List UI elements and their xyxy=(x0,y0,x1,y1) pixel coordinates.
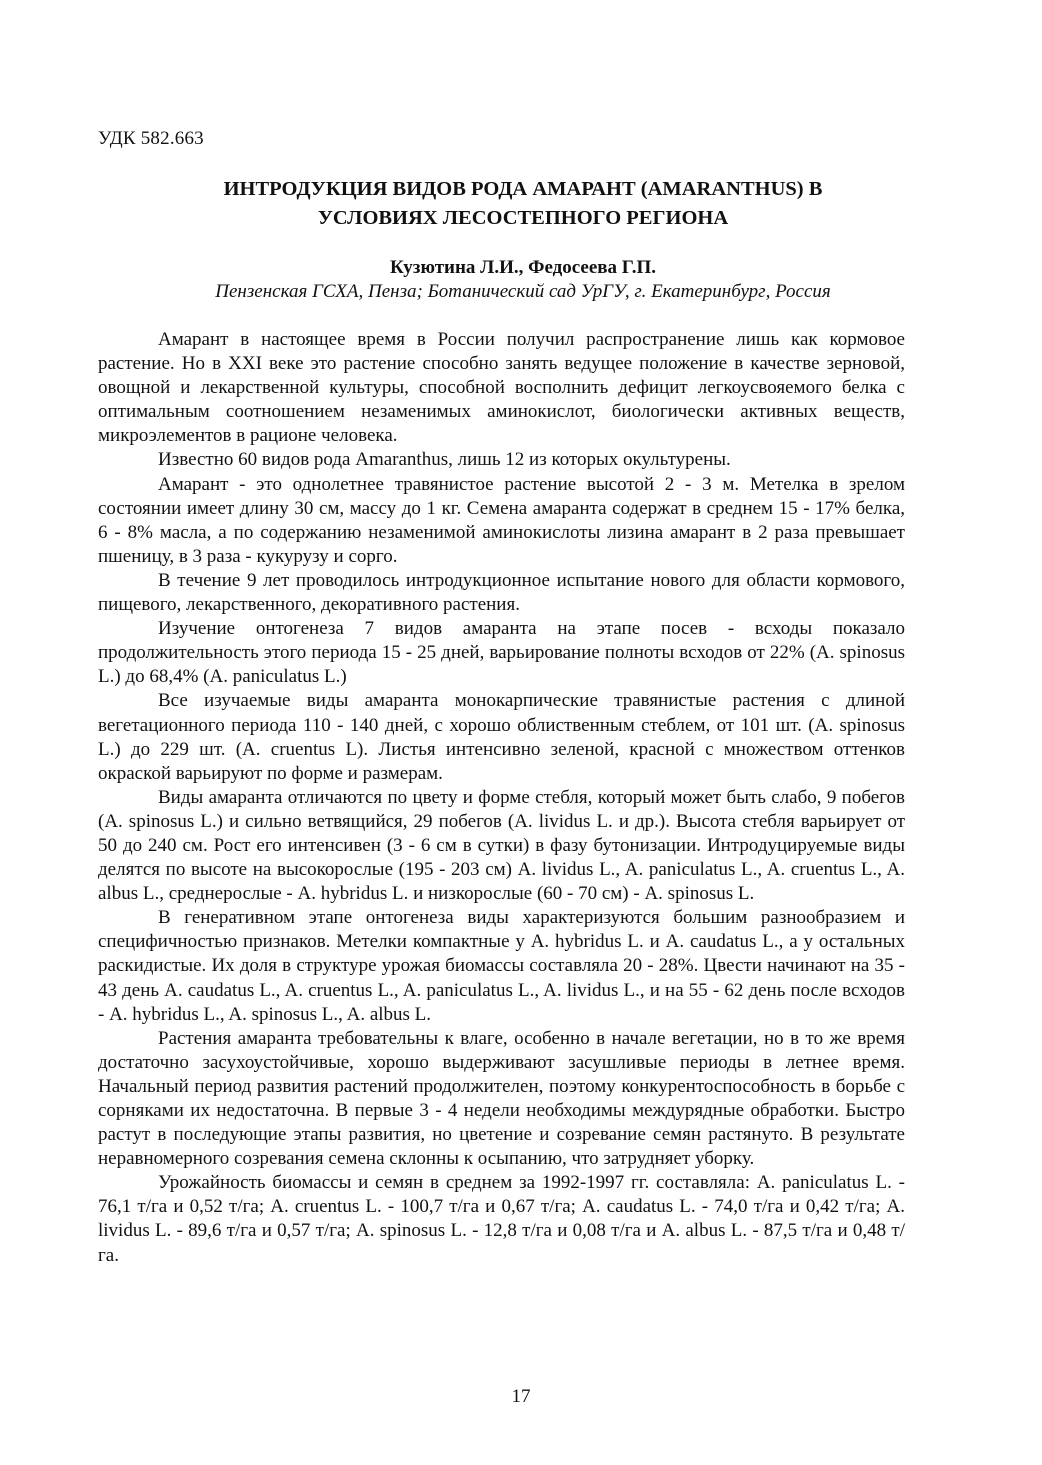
paper-title xyxy=(98,175,948,233)
paragraph: Урожайность биомассы и семян в среднем за 1992-1997 гг. составляла: A. paniculatus L. - 76,1 т/га и 0,52 т/га; A. cruentus L. - 100,7 т/га и 0,67 т/га; A. caudatus L. - 74,0 т/га и 0,42 т/га; A. lividus L. - 89,6 т/га и 0,57 т/га; A. spinosus L. - 12,8 т/га и 0,08 т/га и A. albus L. - 87,5 т/га и 0,48 т/га. xyxy=(98,1172,905,1266)
paragraph: Растения амаранта требовательны к влаге, особенно в начале вегетации, но в то же время достаточно засухоустойчивые, хорошо выдерживают засушливые периоды в летнее время. Начальный период развития растений продолжителен, поэтому конкурентоспособность в борьбе с сорняками их недостаточна. В первые 3 - 4 недели необходимы междурядные обработки. Быстро растут в последующие этапы развития, но цветение и созревание семян растянуто. В результате неравномерного созревания семена склонны к осыпанию, что затрудняет уборку. xyxy=(98,1027,905,1170)
paragraph: Амарант в настоящее время в России получил распространение лишь как кормовое растение. Но в XXI веке это растение способно занять ведущее положение в качестве зерновой, овощной и лекарственной культуры, способной восполнить дефицит легкоусвояемого белка с оптимальным соотношением незаменимых аминокислот, биологически активных веществ, микроэлементов в рационе человека. xyxy=(98,329,905,447)
paragraph: Известно 60 видов рода Amaranthus, лишь 12 из которых окультурены. xyxy=(158,449,731,471)
paragraph: В течение 9 лет проводилось интродукционное испытание нового для области кормового, пищевого, лекарственного, декоративного растения. xyxy=(98,569,905,616)
title-line-2: УСЛОВИЯХ ЛЕСОСТЕПНОГО РЕГИОНА xyxy=(317,207,729,229)
paragraph: Амарант - это однолетнее травянистое растение высотой 2 - 3 м. Метелка в зрелом состоянии имеет длину 30 см, массу до 1 кг. Семена амаранта содержат в среднем 15 - 17% белка, 6 - 8% масла, а по содержанию незаменимой аминокислоты лизина амарант в 2 раза превышает пшеницу, в 3 раза - кукурузу и сорго. xyxy=(98,473,905,567)
udc-code: УДК 582.663 xyxy=(98,128,204,149)
affiliation: Пензенская ГСХА, Пенза; Ботанический сад УрГУ, г. Екатеринбург, Россия xyxy=(215,281,831,302)
paragraph: Виды амаранта отличаются по цвету и форме стебля, который может быть слабо, 9 побегов (A. spinosus L.) и сильно ветвящийся, 29 побегов (A. lividus L. и др.). Высота стебля варьирует от 50 до 240 см. Рост его интенсивен (3 - 6 см в сутки) в фазу бутонизации. Интродуцируемые виды делятся по высоте на высокорослые (195 - 203 см) A. lividus L., A. paniculatus L., A. cruentus L., A. albus L., среднерослые - A. hybridus L. и низкорослые (60 - 70 см) - A. spinosus L. xyxy=(98,786,905,905)
paragraph: В генеративном этапе онтогенеза виды характеризуются большим разнообразием и специфичностью признаков. Метелки компактные у A. hybridus L. и A. caudatus L., а у остальных раскидистые. Их доля в структуре урожая биомассы составляла 20 - 28%. Цвести начинают на 35 - 43 день A. caudatus L., A. cruentus L., A. paniculatus L., A. lividus L., и на 55 - 62 день после всходов - A. hybridus L., A. spinosus L., A. albus L. xyxy=(98,907,905,1025)
title-line-1: ИНТРОДУКЦИЯ ВИДОВ РОДА АМАРАНТ (AMARANTHUS) В xyxy=(223,178,823,200)
authors: Кузютина Л.И., Федосеева Г.П. xyxy=(390,257,656,278)
paragraph: Изучение онтогенеза 7 видов амаранта на этапе посев - всходы показало продолжительность этого периода 15 - 25 дней, варьирование полноты всходов от 22% (A. spinosus L.) до 68,4% (A. paniculatus L.) xyxy=(98,618,905,688)
page-number: 17 xyxy=(511,1386,531,1407)
article-body xyxy=(98,328,905,1268)
paragraph: Все изучаемые виды амаранта монокарпические травянистые растения с длиной вегетационного периода 110 - 140 дней, с хорошо облиственным стеблем, от 101 шт. (A. spinosus L.) до 229 шт. (A. cruentus L). Листья интенсивно зеленой, красной с множеством оттенков окраской варьируют по форме и размерам. xyxy=(98,690,905,784)
